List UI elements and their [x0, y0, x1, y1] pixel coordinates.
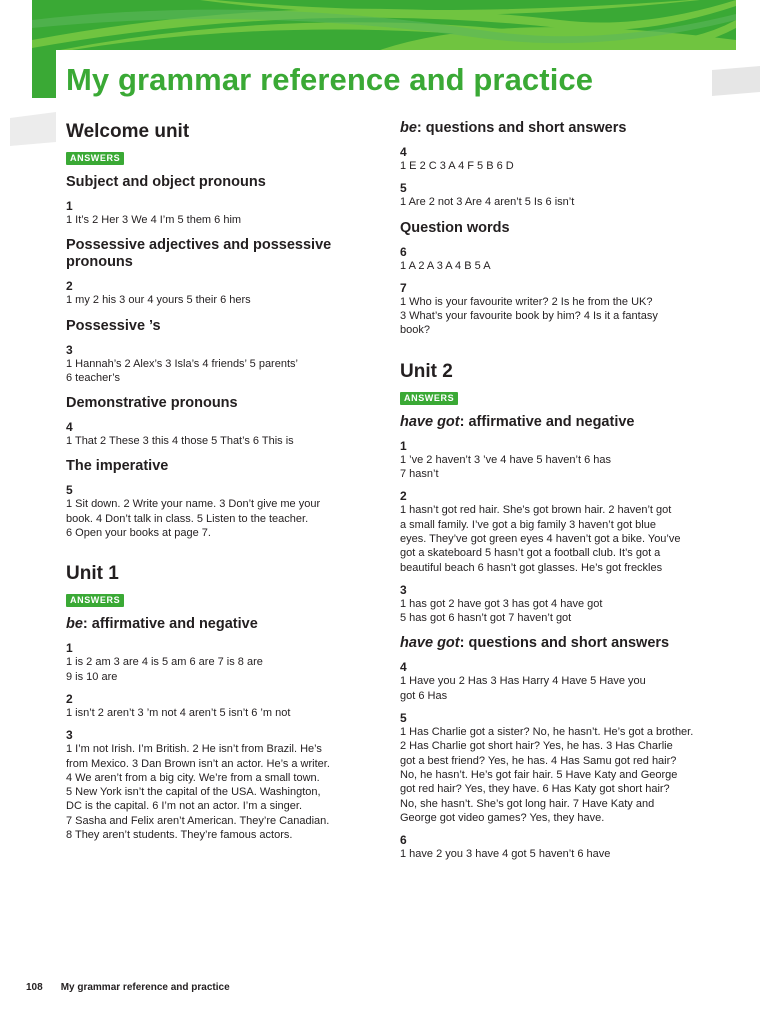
answer-line: 4 We aren’t from a big city. We’re from a small town. — [66, 771, 320, 784]
exercise-number: 1 — [66, 641, 73, 656]
exercise-number: 1 — [66, 199, 73, 213]
answer-line: 1 is 2 am 3 are 4 is 5 am 6 are 7 is 8 are — [66, 656, 263, 669]
answer-line: No, she hasn’t. She’s got long hair. 7 Have Katy and — [400, 797, 655, 810]
page-number: 108 — [26, 982, 43, 993]
answer-line: 1 ’ve 2 haven’t 3 ’ve 4 have 5 haven’t 6 has — [400, 453, 611, 466]
answer-line: 1 A 2 A 3 A 4 B 5 A — [400, 259, 491, 272]
answer-line: 7 hasn’t — [400, 468, 439, 481]
unit-title: Unit 2 — [400, 360, 453, 382]
answer-line: 1 Have you 2 Has 3 Has Harry 4 Have 5 Have you — [400, 675, 646, 688]
answer-line: 5 has got 6 hasn’t got 7 haven’t got — [400, 612, 572, 625]
answer-line: 1 has got 2 have got 3 has got 4 have got — [400, 597, 603, 610]
unit-title: Unit 1 — [66, 563, 119, 585]
answer-line: No, he hasn’t. He’s got fair hair. 5 Have Katy and George — [400, 768, 678, 781]
section-title-italic: have got — [400, 635, 460, 652]
answer-line: 1 Sit down. 2 Write your name. 3 Don’t give me your — [66, 498, 321, 511]
page-title: My grammar reference and practice — [66, 62, 594, 97]
section-title — [400, 120, 714, 137]
exercise-number: 4 — [66, 420, 73, 435]
answer-line: 1 I’m not Irish. I’m British. 2 He isn’t from Brazil. He’s — [66, 743, 322, 756]
exercise-number: 3 — [66, 728, 73, 743]
answer-line: got red hair? Yes, they have. 6 Has Katy got short hair? — [400, 783, 670, 796]
answer-line: 3 What’s your favourite book by him? 4 Is it a fantasy — [400, 310, 658, 323]
answer-line: 1 Who is your favourite writer? 2 Is he from the UK? — [400, 295, 653, 308]
answers-badge: ANSWERS — [66, 152, 124, 165]
answer-line: 5 New York isn’t the capital of the USA. Washington, — [66, 786, 321, 799]
section-title-text: Possessive adjectives and possessive pronouns — [66, 237, 332, 271]
section-title — [66, 395, 372, 412]
section-title-italic: be — [400, 120, 417, 136]
exercise-number: 7 — [400, 280, 407, 295]
section-spacer — [66, 227, 372, 237]
answer-line: 6 Open your books at page 7. — [66, 527, 211, 540]
exercise-number: 4 — [400, 145, 407, 159]
section-title-text: Possessive ’s — [66, 317, 161, 334]
answer-line: got 6 Has — [400, 689, 448, 702]
section-title — [66, 318, 372, 335]
section-title — [400, 414, 714, 431]
answer-line: a small family. I’ve got a big family 3 haven’t got blue — [400, 518, 656, 531]
section-title-text: : affirmative and negative — [82, 616, 258, 633]
exercise-number: 5 — [66, 483, 73, 498]
section-title-text: Question words — [400, 219, 510, 236]
exercise-number: 6 — [400, 833, 407, 848]
unit-spacer — [66, 540, 372, 562]
answer-line: George got video games? Yes, they have. — [400, 811, 605, 824]
answer-line: 1 isn’t 2 aren’t 3 ’m not 4 aren’t 5 isn’t 6 ’m not — [66, 706, 291, 719]
section-title — [400, 635, 714, 652]
section-title-text: : questions and short answers — [459, 635, 670, 652]
answer-line: got a skateboard 5 hasn’t got a football club. It’s got a — [400, 547, 661, 560]
exercise-number: 6 — [400, 244, 407, 259]
unit-title: Welcome unit — [66, 121, 190, 142]
answer-line: 7 Sasha and Felix aren’t American. They’re Canadian. — [66, 814, 330, 827]
answer-line: 1 E 2 C 3 A 4 F 5 B 6 D — [400, 160, 514, 172]
exercise-number: 5 — [400, 181, 407, 196]
answer-line: 6 teacher’s — [66, 371, 121, 384]
answer-line: book? — [400, 324, 430, 337]
answers-badge-row — [400, 388, 714, 406]
exercise-number: 2 — [66, 279, 73, 294]
exercise-number: 2 — [400, 489, 407, 504]
answer-line: 2 Has Charlie got short hair? Yes, he has. 3 Has Charlie — [400, 740, 673, 753]
answers-badge: ANSWERS — [400, 392, 458, 405]
answer-line: 1 my 2 his 3 our 4 yours 5 their 6 hers — [66, 294, 251, 307]
section-title-italic: have got — [400, 413, 460, 430]
exercise-number: 4 — [400, 660, 407, 675]
answers-badge-row — [66, 590, 372, 608]
answer-line: from Mexico. 3 Dan Brown isn’t an actor. He’s a writer. — [66, 757, 330, 770]
answer-line: 8 They aren’t students. They’re famous actors. — [66, 829, 293, 842]
answer-line: 1 That 2 These 3 this 4 those 5 That’s 6 This is — [66, 435, 294, 448]
section-title-text: Subject and object pronouns — [66, 174, 266, 190]
footer-label: My grammar reference and practice — [60, 982, 230, 993]
exercise-number: 1 — [400, 438, 407, 453]
answer-line: 1 Has Charlie got a sister? No, he hasn’t. He’s got a brother. — [400, 726, 694, 739]
exercise-number: 3 — [66, 342, 73, 357]
answer-line: 1 hasn’t got red hair. She’s got brown hair. 2 haven’t got — [400, 504, 672, 517]
answer-line: 1 It’s 2 Her 3 We 4 I’m 5 them 6 him — [66, 214, 242, 226]
right-column — [400, 120, 714, 861]
section-title — [66, 237, 372, 271]
answers-badge: ANSWERS — [66, 594, 124, 607]
answer-line: 1 Hannah’s 2 Alex’s 3 Isla’s 4 friends’ 5 parents’ — [66, 357, 298, 370]
answers-badge-row — [66, 148, 372, 166]
section-title-text: : affirmative and negative — [459, 413, 635, 430]
exercise-number: 3 — [400, 582, 407, 597]
section-spacer — [66, 385, 372, 395]
answer-line: 1 have 2 you 3 have 4 got 5 haven’t 6 have — [400, 848, 611, 861]
section-title — [66, 458, 372, 475]
answer-line: 9 is 10 are — [66, 670, 118, 683]
answer-line: eyes. They’ve got green eyes 4 haven’t got a bike. You’ve — [400, 532, 681, 545]
section-title — [400, 220, 714, 237]
exercise-number: 2 — [66, 691, 73, 706]
section-title-italic: be — [66, 616, 83, 633]
section-spacer — [66, 308, 372, 318]
answer-line: 1 Are 2 not 3 Are 4 aren’t 5 Is 6 isn’t — [400, 196, 575, 209]
unit-spacer — [400, 338, 714, 360]
section-title-text: The imperative — [66, 458, 169, 475]
answer-line: beautiful beach 6 hasn’t got glasses. He’s got freckles — [400, 561, 663, 574]
section-spacer — [400, 625, 714, 635]
section-title — [66, 174, 372, 191]
section-title — [66, 616, 372, 633]
section-title-text: : questions and short answers — [416, 120, 627, 136]
answer-line: got a best friend? Yes, he has. 4 Has Samu got red hair? — [400, 754, 677, 767]
exercise-number: 5 — [400, 711, 407, 726]
left-column — [66, 120, 372, 842]
section-title-text: Demonstrative pronouns — [66, 395, 238, 412]
answer-line: DC is the capital. 6 I’m not an actor. I’m a singer. — [66, 800, 302, 813]
section-spacer — [400, 210, 714, 220]
section-spacer — [66, 448, 372, 458]
page-footer — [26, 982, 230, 993]
answer-line: book. 4 Don’t talk in class. 5 Listen to the teacher. — [66, 512, 309, 525]
